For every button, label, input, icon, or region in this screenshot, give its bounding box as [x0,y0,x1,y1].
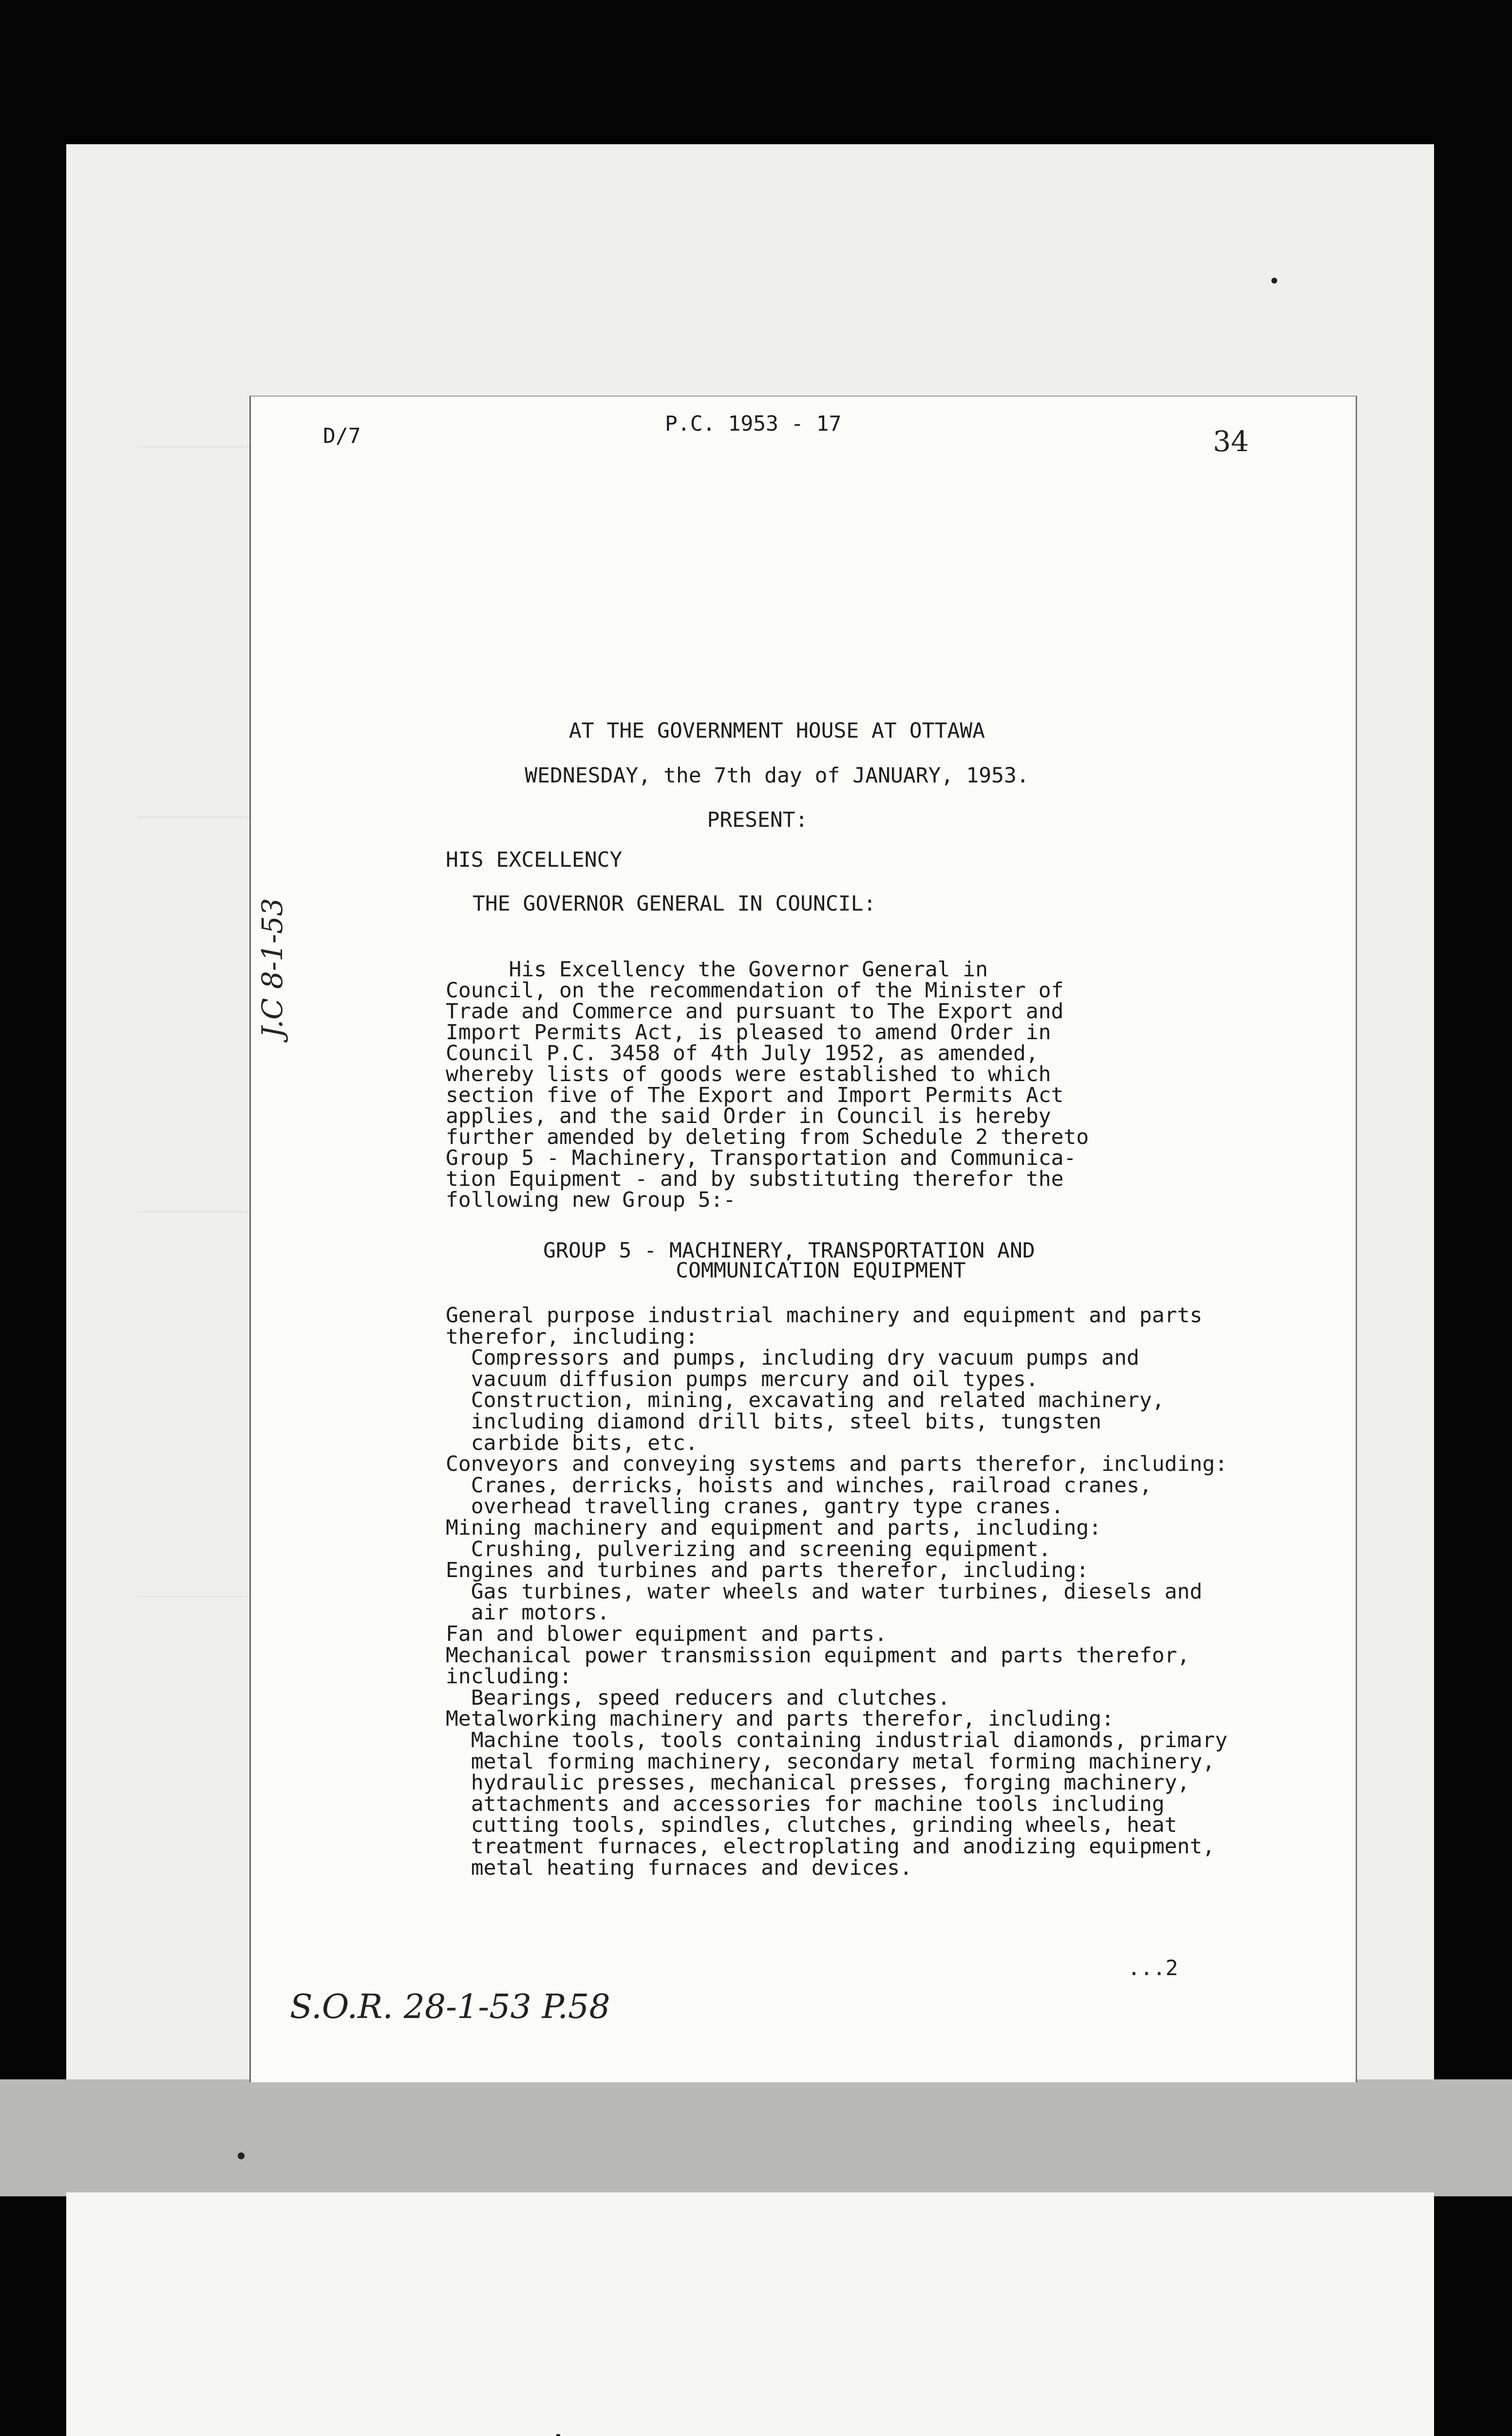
group-title-line-1: GROUP 5 - MACHINERY, TRANSPORTATION AND [543,1238,1035,1263]
equipment-list-line: Compressors and pumps, including dry vacuum pumps and [446,1346,1139,1370]
main-paragraph-line: Council, on the recommendation of the Minister of [446,978,1064,1003]
equipment-list-line: General purpose industrial machinery and equipment and parts [446,1303,1203,1328]
main-paragraph-line: tion Equipment - and by substituting therefor the [446,1167,1064,1191]
equipment-list-line: Cranes, derricks, hoists and winches, railroad cranes, [446,1473,1152,1498]
main-paragraph-line: further amended by deleting from Schedule 2 thereto [446,1125,1089,1149]
document-page [249,396,1357,2082]
equipment-list-line: Engines and turbines and parts therefor, including: [446,1558,1089,1583]
equipment-list-line: vacuum diffusion pumps mercury and oil types. [446,1367,1039,1391]
equipment-list-line: including: [446,1664,572,1689]
handwritten-side-note: J.C 8-1-53 [256,898,289,1038]
equipment-list-line: including diamond drill bits, steel bits, tungsten [446,1409,1102,1434]
page-number-top: 34 [1213,425,1249,458]
equipment-list-line: overhead travelling cranes, gantry type cranes. [446,1494,1064,1519]
equipment-list-line: Conveyors and conveying systems and parts therefor, including: [446,1452,1228,1477]
equipment-list-line: metal forming machinery, secondary metal forming machinery, [446,1749,1215,1774]
council-line: THE GOVERNOR GENERAL IN COUNCIL: [472,892,876,916]
equipment-list-line: Metalworking machinery and parts therefor, including: [446,1707,1115,1732]
equipment-list-line: Gas turbines, water wheels and water turbines, diesels and [446,1579,1203,1604]
main-paragraph-line: Import Permits Act, is pleased to amend Order in [446,1020,1051,1045]
film-mark [556,2434,560,2436]
main-paragraph-line: following new Group 5:- [446,1188,736,1212]
equipment-list-line: Construction, mining, excavating and related machinery, [446,1388,1165,1413]
bottom-paper-sheet [66,2192,1434,2436]
equipment-list-line: metal heating furnaces and devices. [446,1855,912,1880]
equipment-list-line: attachments and accessories for machine tools including [446,1791,1165,1816]
main-paragraph-line: Group 5 - Machinery, Transportation and Communica- [446,1146,1077,1170]
main-paragraph-line: Council P.C. 3458 of 4th July 1952, as amended, [446,1041,1039,1066]
present-line: PRESENT: [707,808,808,832]
main-paragraph-line: His Excellency the Governor General in [446,957,988,982]
main-paragraph-line: applies, and the said Order in Council is hereby [446,1104,1051,1128]
equipment-list-line: Bearings, speed reducers and clutches. [446,1685,950,1710]
equipment-list-line: therefor, including: [446,1324,698,1349]
group-title-line-2: COMMUNICATION EQUIPMENT [676,1258,966,1283]
main-paragraph-line: section five of The Export and Import Permits Act [446,1083,1064,1107]
equipment-list-line: treatment furnaces, electroplating and anodizing equipment, [446,1834,1215,1859]
equipment-list-line: Mining machinery and equipment and parts, including: [446,1516,1102,1540]
his-excellency-line: HIS EXCELLENCY [446,848,623,872]
equipment-list-line: carbide bits, etc. [446,1430,698,1455]
equipment-list-line: hydraulic presses, mechanical presses, forging machinery, [446,1770,1190,1795]
paper-mark [1271,278,1277,284]
equipment-list-line: Mechanical power transmission equipment and parts therefor, [446,1643,1190,1668]
equipment-list-line: Crushing, pulverizing and screening equipment. [446,1537,1051,1561]
equipment-list-line: Fan and blower equipment and parts. [446,1622,888,1646]
lower-grey-strip [0,2079,1512,2196]
header-left: D/7 [323,424,361,448]
paper-mark [238,2152,245,2159]
handwritten-bottom-note: S.O.R. 28-1-53 P.58 [290,1988,610,2026]
header-center: P.C. 1953 - 17 [665,412,842,436]
venue-line: AT THE GOVERNMENT HOUSE AT OTTAWA [568,719,985,743]
main-paragraph-line: Trade and Commerce and pursuant to The Export and [446,999,1064,1024]
equipment-list-line: Machine tools, tools containing industrial diamonds, primary [446,1728,1228,1752]
equipment-list-line: air motors. [446,1600,610,1625]
equipment-list-line: cutting tools, spindles, clutches, grinding wheels, heat [446,1813,1177,1838]
continuation-marker: ...2 [1128,1956,1178,1980]
main-paragraph-line: whereby lists of goods were established to which [446,1062,1051,1086]
date-line: WEDNESDAY, the 7th day of JANUARY, 1953. [525,763,1029,788]
